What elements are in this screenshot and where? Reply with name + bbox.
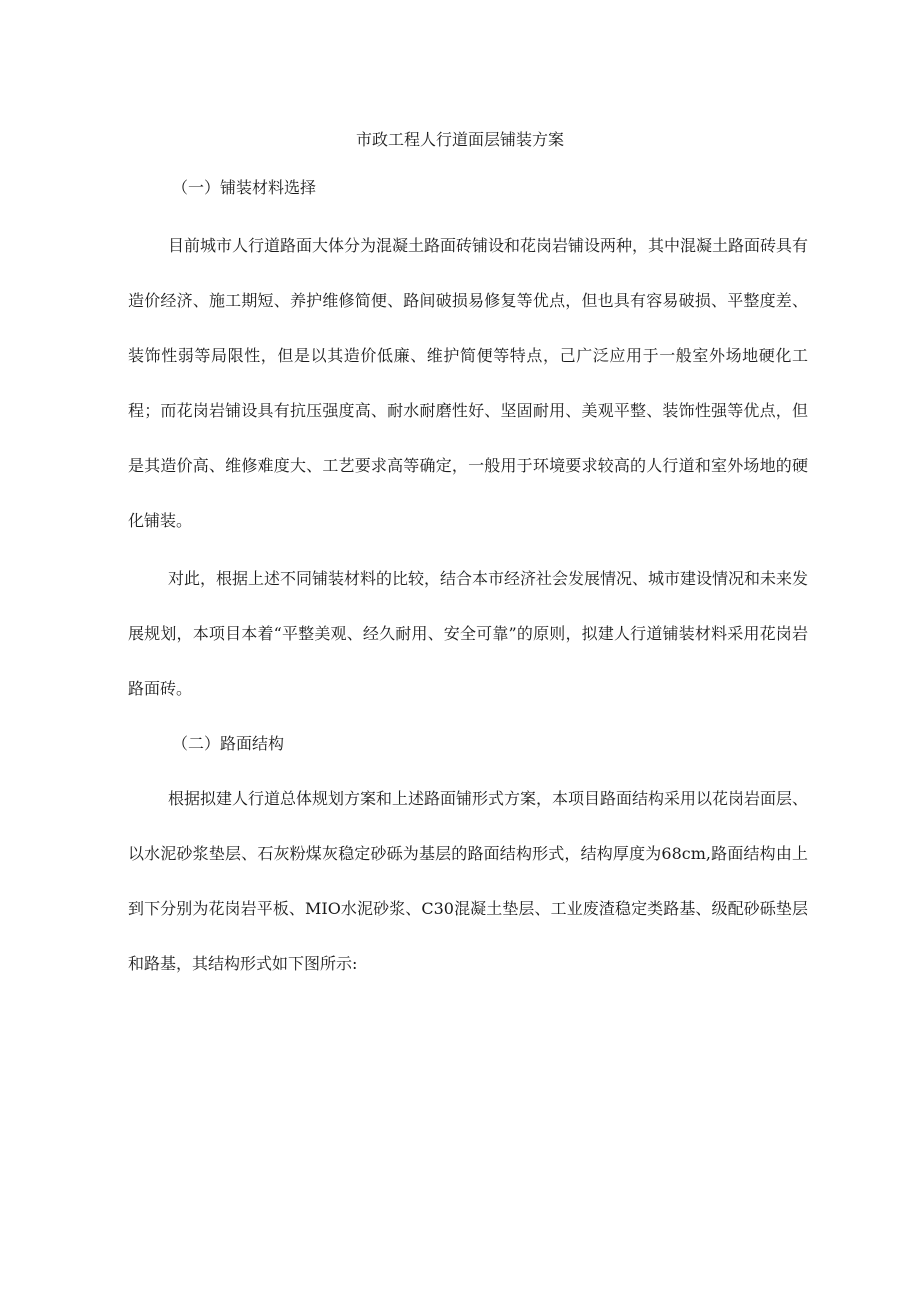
section-heading-structure: （二）路面结构 [172, 734, 285, 753]
paragraph-pavement-structure: 根据拟建人行道总体规划方案和上述路面铺形式方案，本项目路面结构采用以花岗岩面层、以水泥砂浆垫层、石灰粉煤灰稳定砂砾为基层的路面结构形式，结构厚度为68cm,路面结构由上到下分别为花岗岩平板、MIO水泥砂浆、C30混凝土垫层、工业废渣稳定类路基、级配砂砾垫层和路基，其结构形式如下图所示: [128, 789, 809, 973]
document-title: 市政工程人行道面层铺装方案 [355, 130, 564, 149]
paragraph-materials-decision: 对此，根据上述不同铺装材料的比较，结合本市经济社会发展情况、城市建设情况和未来发展规划，本项目本着“平整美观、经久耐用、安全可靠”的原则，拟建人行道铺装材料采用花岗岩路面砖。 [128, 569, 809, 698]
section-heading-materials: （一）铺装材料选择 [172, 178, 317, 197]
paragraph-materials-comparison: 目前城市人行道路面大体分为混凝土路面砖铺设和花岗岩铺设两种，其中混凝土路面砖具有造价经济、施工期短、养护维修简便、路间破损易修复等优点，但也具有容易破损、平整度差、装饰性弱等局限性，但是以其造价低廉、维护简便等特点，己广泛应用于一般室外场地硬化工程；而花岗岩铺设具有抗压强度高、耐水耐磨性好、坚固耐用、美观平整、装饰性强等优点，但是其造价高、维修难度大、工艺要求高等确定，一般用于环境要求较高的人行道和室外场地的硬化铺装。 [128, 236, 809, 530]
